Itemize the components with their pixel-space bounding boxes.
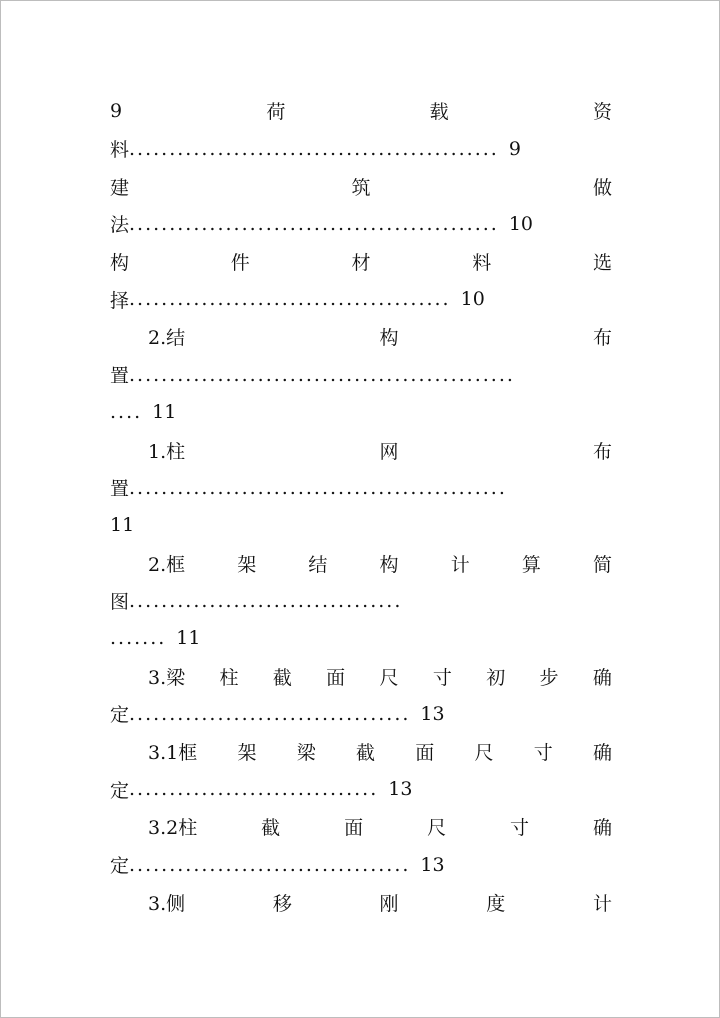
toc-line bbox=[110, 808, 612, 846]
page-number: 10 bbox=[460, 288, 485, 311]
toc-word: 定 bbox=[110, 855, 130, 878]
toc-word: 简 bbox=[592, 553, 612, 576]
dot-leader: ............................................... bbox=[129, 476, 507, 499]
toc-line bbox=[110, 544, 612, 582]
toc-word: 建 bbox=[110, 176, 130, 199]
toc-word: 3.2柱 bbox=[148, 817, 198, 840]
toc-word: 构 bbox=[379, 327, 399, 350]
toc-leader-line bbox=[110, 280, 612, 318]
toc-word: 布 bbox=[592, 440, 612, 463]
toc-word: 初 bbox=[486, 666, 506, 689]
toc-leader-line bbox=[110, 356, 612, 394]
toc-word: 3.1框 bbox=[148, 742, 198, 765]
toc-word: 资 bbox=[592, 101, 612, 124]
page-number: 11 bbox=[176, 627, 201, 650]
toc-word: 面 bbox=[415, 742, 435, 765]
toc-line bbox=[110, 883, 612, 921]
toc-word: 截 bbox=[261, 817, 281, 840]
toc-word: 布 bbox=[592, 327, 612, 350]
toc-word: 算 bbox=[521, 553, 541, 576]
toc-word: 1.柱 bbox=[148, 440, 186, 463]
toc-leader-line bbox=[110, 695, 612, 733]
toc-word: 法 bbox=[110, 214, 130, 237]
toc-word: 材 bbox=[351, 252, 371, 275]
toc-leader-line bbox=[110, 620, 612, 658]
page-number: 9 bbox=[508, 137, 521, 160]
toc-word: 定 bbox=[110, 704, 130, 727]
toc-word: 尺 bbox=[474, 742, 494, 765]
toc-word: 载 bbox=[429, 101, 449, 124]
toc-line bbox=[110, 431, 612, 469]
toc-leader-line bbox=[110, 582, 612, 620]
toc-word: 结 bbox=[308, 553, 328, 576]
toc-word: 架 bbox=[237, 742, 257, 765]
toc-word: 移 bbox=[272, 892, 292, 915]
dot-leader: ........................................ bbox=[129, 288, 451, 311]
toc-word: 寸 bbox=[432, 666, 452, 689]
toc-word: 3.侧 bbox=[148, 892, 186, 915]
toc-word: 构 bbox=[110, 252, 130, 275]
toc-word: 做 bbox=[592, 176, 612, 199]
toc-word: 梁 bbox=[296, 742, 316, 765]
toc-word: 刚 bbox=[379, 892, 399, 915]
toc-line bbox=[110, 167, 612, 205]
toc-word: 置 bbox=[110, 365, 130, 388]
page-number: 13 bbox=[420, 853, 445, 876]
page-number: 11 bbox=[110, 514, 135, 537]
toc-leader-line bbox=[110, 130, 612, 168]
toc-word: 面 bbox=[326, 666, 346, 689]
toc-line bbox=[110, 243, 612, 281]
toc-line bbox=[110, 318, 612, 356]
table-of-contents bbox=[110, 92, 612, 921]
toc-word: 构 bbox=[379, 553, 399, 576]
toc-word: 计 bbox=[592, 892, 612, 915]
toc-word: 置 bbox=[110, 478, 130, 501]
toc-word: 确 bbox=[592, 666, 612, 689]
toc-word: 定 bbox=[110, 779, 130, 802]
toc-word: 件 bbox=[230, 252, 250, 275]
toc-word: 料 bbox=[472, 252, 492, 275]
toc-word: 图 bbox=[110, 591, 130, 614]
toc-word: 9 bbox=[110, 99, 123, 122]
dot-leader: ................................................ bbox=[129, 363, 515, 386]
toc-leader-line bbox=[110, 846, 612, 884]
toc-word: 柱 bbox=[219, 666, 239, 689]
toc-word: 截 bbox=[272, 666, 292, 689]
toc-word: 择 bbox=[110, 289, 130, 312]
toc-word: 筑 bbox=[351, 176, 371, 199]
toc-line bbox=[110, 92, 612, 130]
toc-word: 步 bbox=[539, 666, 559, 689]
toc-word: 度 bbox=[486, 892, 506, 915]
page-number: 13 bbox=[420, 702, 445, 725]
toc-word: 3.梁 bbox=[148, 666, 186, 689]
dot-leader: ....... bbox=[110, 627, 167, 650]
toc-word: 尺 bbox=[379, 666, 399, 689]
toc-word: 截 bbox=[355, 742, 375, 765]
dot-leader: .................................. bbox=[129, 589, 403, 612]
toc-word: 荷 bbox=[266, 101, 286, 124]
toc-line bbox=[110, 657, 612, 695]
dot-leader: .... bbox=[110, 401, 143, 424]
toc-word: 确 bbox=[592, 817, 612, 840]
toc-line bbox=[110, 733, 612, 771]
toc-leader-line bbox=[110, 770, 612, 808]
dot-leader: .............................................. bbox=[129, 212, 499, 235]
toc-word: 2.框 bbox=[148, 553, 186, 576]
toc-word: 2.结 bbox=[148, 327, 186, 350]
toc-word: 寸 bbox=[533, 742, 553, 765]
toc-word: 尺 bbox=[427, 817, 447, 840]
toc-leader-line bbox=[110, 469, 612, 507]
toc-word: 面 bbox=[344, 817, 364, 840]
page-number: 10 bbox=[508, 212, 534, 235]
toc-word: 料 bbox=[110, 139, 130, 162]
dot-leader: .............................................. bbox=[129, 137, 499, 160]
dot-leader: ................................... bbox=[129, 853, 411, 876]
toc-leader-line bbox=[110, 205, 612, 243]
toc-word: 选 bbox=[592, 252, 612, 275]
page-number: 11 bbox=[152, 401, 177, 424]
dot-leader: ............................... bbox=[129, 778, 379, 801]
toc-leader-line bbox=[110, 394, 612, 432]
page-number: 13 bbox=[388, 778, 413, 801]
toc-word: 计 bbox=[450, 553, 470, 576]
toc-word: 网 bbox=[379, 440, 399, 463]
toc-word: 寸 bbox=[510, 817, 530, 840]
dot-leader: ................................... bbox=[129, 702, 411, 725]
toc-word: 确 bbox=[592, 742, 612, 765]
toc-word: 架 bbox=[237, 553, 257, 576]
toc-leader-line bbox=[110, 507, 612, 545]
